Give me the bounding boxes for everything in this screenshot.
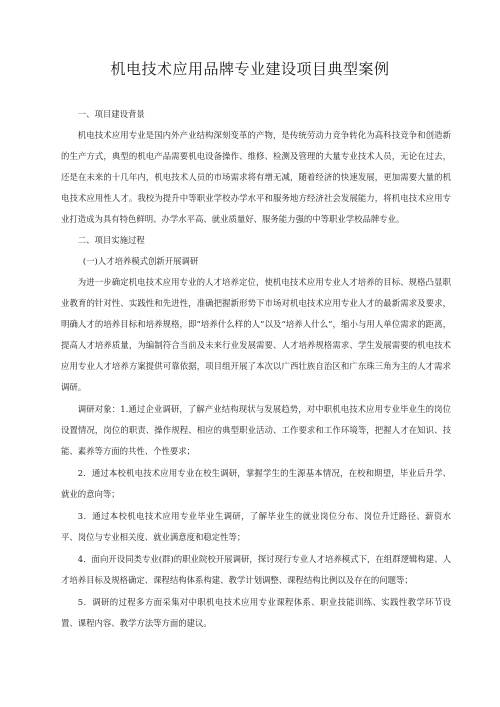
list-item-survey-1: 调研对象：1.通过企业调研，了解产业结构现状与发展趋势，对中职机电技术应用专业毕业生的岗位设置情况，岗位的职责、操作规程、相应的典型职业活动、工作要求和工作环境等，把握人才在知识、技能、素养等方面的共性、个性要求；	[61, 404, 451, 456]
section-heading-background: 一、项目建设背景	[77, 109, 145, 119]
section-heading-process: 二、项目实施过程	[77, 235, 145, 245]
document-title: 机电技术应用品牌专业建设项目典型案例	[110, 60, 390, 78]
list-item-survey-2: 2．通过本校机电技术应用专业在校生调研，掌握学生的生源基本情况，在校和期望，毕业后升学、就业的意向等；	[61, 468, 451, 499]
list-item-survey-4: 4．面向开设同类专业(群)的职业院校开展调研，探讨现行专业人才培养模式下，在组群逻辑构建、人才培养目标及规格确定、课程结构体系构建、教学计划调整、课程结构比例以及存在的问题等；	[61, 554, 451, 585]
list-item-survey-5: 5．调研的过程多方面采集对中职机电技术应用专业课程体系、职业技能训练、实践性教学环节设置、课程内容、教学方法等方面的建议。	[61, 597, 451, 628]
subsection-heading-research: (一)人才培养模式创新开展调研	[82, 256, 199, 266]
list-item-survey-3: 3．通过本校机电技术应用专业毕业生调研，了解毕业生的就业岗位分布、岗位升迁路径、薪资水平、岗位与专业相关度、就业满意度和稳定性等；	[61, 511, 451, 542]
paragraph-research-purpose: 为进一步确定机电技术应用专业的人才培养定位，使机电技术应用专业人才培养的目标、规格凸显职业教育的针对性、实践性和先进性，准确把握新形势下市场对机电技术应用专业人才的最新需求及要求，明确人才的培养目标和培养规格，即“培养什么样的人”以及“培养人什么”，缩小与用人单位需求的距离，提高人才培养质量，为编制符合当前及未来行业发展需要、人才培养规格需求、学生发展需要的机电技术应用专业人才培养方案提供可靠依据，项目组开展了本次以广西壮族自治区和广东珠三角为主的人才需求调研。	[61, 277, 451, 392]
document-body	[61, 104, 451, 634]
paragraph-background: 机电技术应用专业是国内外产业结构深刻变革的产物，是传统劳动力竞争转化为高科技竞争和创造新的生产方式，典型的机电产品需要机电设备操作、维修、检测及管理的大量专业技术人员，无论在过去，还是在未来的十几年内，机电技术人员的市场需求将有增无减，随着经济的快速发展，更加需要大量的机电技术应用性人才。我校为提升中等职业学校办学水平和服务地方经济社会发展能力，将机电技术应用专业打造成为具有特色鲜明、办学水平高、就业质量好、服务能力强的中等职业学校品牌专业。	[61, 130, 451, 224]
